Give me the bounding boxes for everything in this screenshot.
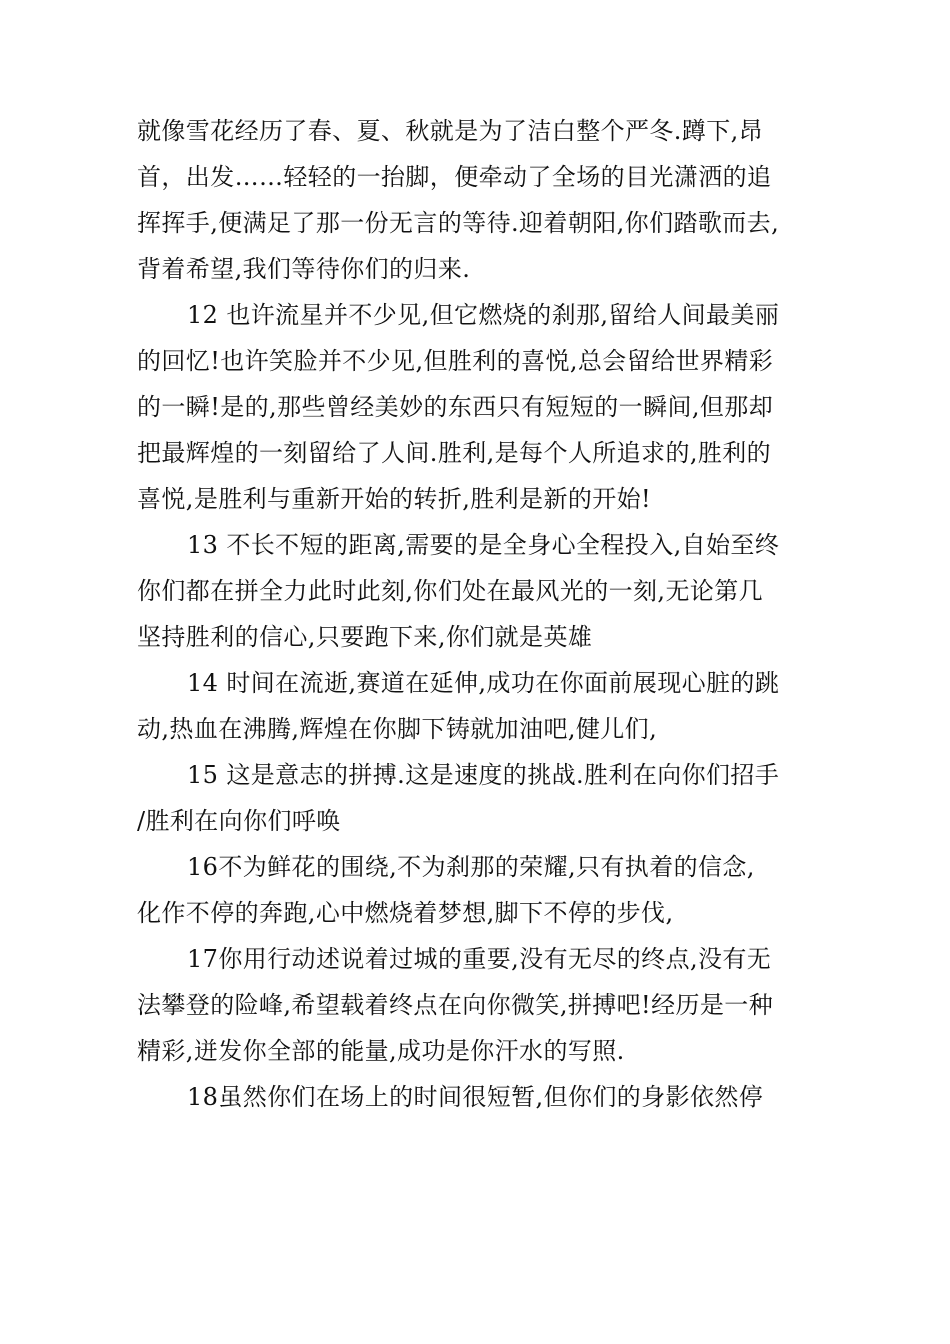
- paragraph-intro-continued: [137, 108, 817, 292]
- text-line: /胜利在向你们呼唤: [137, 807, 341, 835]
- text-line: 法攀登的险峰,希望载着终点在向你微笑,拼搏吧!经历是一种: [137, 991, 774, 1019]
- text-line: 喜悦,是胜利与重新开始的转折,胜利是新的开始!: [137, 485, 652, 513]
- text-line: 18虽然你们在场上的时间很短暂,但你们的身影依然停: [187, 1083, 764, 1111]
- paragraph-13: [137, 522, 817, 660]
- text-line: 背着希望,我们等待你们的归来.: [137, 255, 471, 283]
- paragraph-18: [137, 1074, 817, 1120]
- paragraph-14: [137, 660, 817, 752]
- text-line: 你们都在拼全力此时此刻,你们处在最风光的一刻,无论第几: [137, 577, 764, 605]
- text-line: 就像雪花经历了春、夏、秋就是为了洁白整个严冬.蹲下,昂: [137, 117, 764, 145]
- text-line: 的回忆!也许笑脸并不少见,但胜利的喜悦,总会留给世界精彩: [137, 347, 774, 375]
- text-line: 16不为鲜花的围绕,不为刹那的荣耀,只有执着的信念,: [187, 853, 755, 881]
- text-line: 13 不长不短的距离,需要的是全身心全程投入,自始至终: [187, 531, 780, 559]
- paragraph-16: [137, 844, 817, 936]
- text-line: 的一瞬!是的,那些曾经美妙的东西只有短短的一瞬间,但那却: [137, 393, 774, 421]
- text-line: 15 这是意志的拼搏.这是速度的挑战.胜利在向你们招手: [187, 761, 780, 789]
- text-line: 首，出发……轻轻的一抬脚，便牵动了全场的目光潇洒的追: [137, 163, 772, 191]
- text-line: 化作不停的奔跑,心中燃烧着梦想,脚下不停的步伐,: [137, 899, 674, 927]
- text-line: 把最辉煌的一刻留给了人间.胜利,是每个人所追求的,胜利的: [137, 439, 772, 467]
- text-line: 精彩,迸发你全部的能量,成功是你汗水的写照.: [137, 1037, 625, 1065]
- text-line: 14 时间在流逝,赛道在延伸,成功在你面前展现心脏的跳: [187, 669, 780, 697]
- paragraph-17: [137, 936, 817, 1074]
- text-line: 17你用行动述说着过城的重要,没有无尽的终点,没有无: [187, 945, 772, 973]
- text-line: 动,热血在沸腾,辉煌在你脚下铸就加油吧,健儿们,: [137, 715, 658, 743]
- paragraph-15: [137, 752, 817, 844]
- document-body: [137, 108, 817, 1120]
- text-line: 12 也许流星并不少见,但它燃烧的刹那,留给人间最美丽: [187, 301, 780, 329]
- text-line: 挥挥手,便满足了那一份无言的等待.迎着朝阳,你们踏歌而去,: [137, 209, 780, 237]
- paragraph-12: [137, 292, 817, 522]
- text-line: 坚持胜利的信心,只要跑下来,你们就是英雄: [137, 623, 593, 651]
